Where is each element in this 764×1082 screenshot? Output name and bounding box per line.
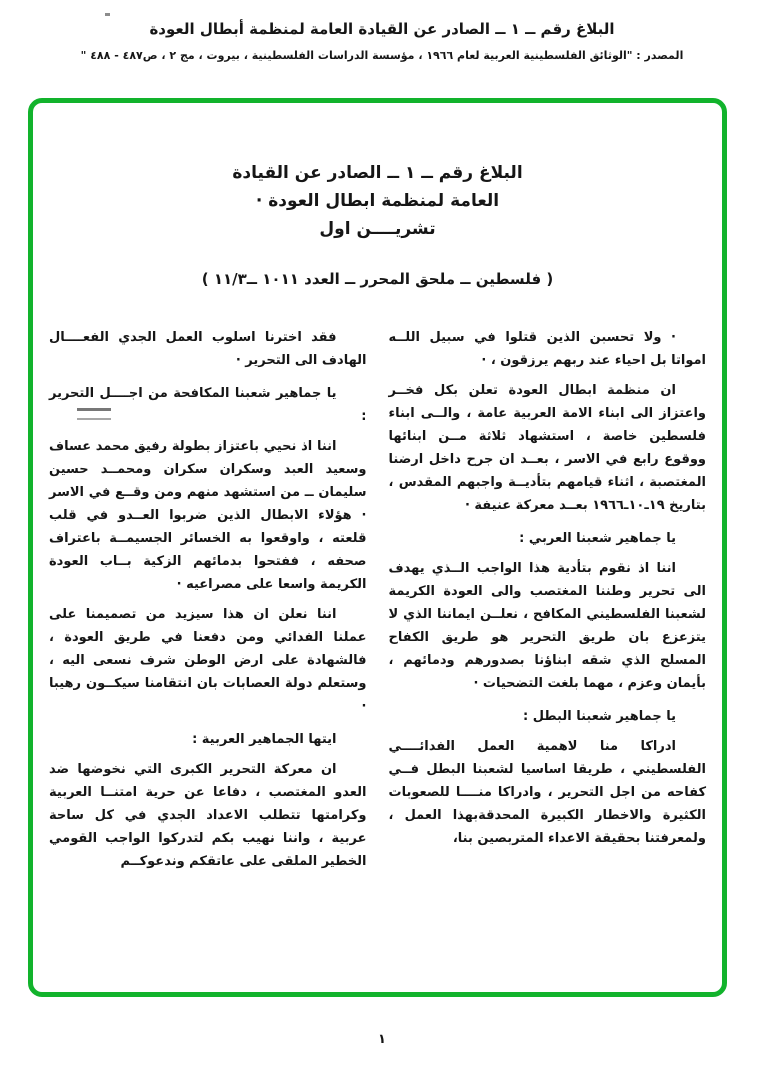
text-columns bbox=[49, 326, 706, 880]
bulletin-title-line-1: البلاغ رقم ــ ١ ــ الصادر عن القيادة bbox=[232, 163, 523, 183]
paragraph: اننا اذ نقوم بتأدية هذا الواجب الــذي يهدف الى تحرير وطننا المغتصب والى العودة الكريمة لشعبنا الفلسطيني المكافح ، نعلــن ايماننا الذي لا يتزعزع بان طريق التحرير هو طريق الكفاح المسلح الذي شقه ابناؤنا بصدورهم ودمائهم ، بأيمان وعزم ، مهما بلغت التضحيات · bbox=[388, 561, 706, 691]
paragraph: ان معركة التحرير الكبرى التي نخوضها ضد العدو المغتصب ، دفاعا عن حرية امتنــا العربية وكرامتها تتطلب الاعداد الجدي في كل ساحة عربية ، واننا نهيب بكم لتدركوا الواجب القومي الخطير الملقى على عاتقكم وندعوكــم bbox=[49, 762, 367, 869]
bulletin-title bbox=[33, 159, 722, 243]
document-header bbox=[0, 0, 764, 62]
bulletin-title-line-3: تشريــــن اول bbox=[319, 219, 436, 239]
page-number: ١ bbox=[378, 1032, 386, 1047]
section-heading: يا جماهير شعبنا المكافحة من اجــــل التحرير : bbox=[49, 386, 367, 424]
paragraph-announcement: ان منظمة ابطال العودة تعلن بكل فخــر واعتزاز الى ابناء الامة العربية عامة ، والــى ابناء فلسطين خاصة ، استشهاد ثلاثة مــن ابنائها ووقوع رابع في الاسر ، بعــد ان جرح داخل ارضنا المغتصبة ، اثناء قيامهم بتأديــة واجبهم المقدس ، بتاريخ ١٩ـ١٠ـ١٩٦٦ بعــد معركة عنيفة · bbox=[388, 383, 706, 513]
ink-smudge bbox=[77, 408, 111, 420]
header-title: البلاغ رقم ــ ١ ــ الصادر عن القيادة العامة لمنظمة أبطال العودة bbox=[149, 20, 615, 38]
paragraph-martyrs-names: اننا اذ نحيي باعتزاز بطولة رفيق محمد عساف وسعيد العبد وسكران سكران ومحمــد حسين سليمان ــ من استشهد منهم ومن وقــع في الاسر · هؤلاء الابطال الذين ضربوا العــدو في قلب قلعته ، واوقعوا به الخسائر الجسيمــة باعتراف صحفه ، ففتحوا بدمائهم الزكية بــاب العودة الكريمة واسعا على مصراعيه · bbox=[49, 439, 367, 592]
paragraph-quran-verse: · ولا تحسبن الذين قتلوا في سبيل اللــه امواتا بل احياء عند ربهم يرزقون ، · bbox=[388, 330, 706, 368]
scan-speck bbox=[105, 13, 110, 16]
column-right bbox=[389, 326, 707, 857]
paragraph: ادراكا منا لاهمية العمل الفدائــــي الفلسطيني ، طريقا اساسيا لشعبنا البطل فــي كفاحه من اجل التحرير ، وادراكا منــــا للصعوبات الكثيرة والاخطار الكبيرة المحدقةبهذا العمل ، ولمعرفتنا بحقيقة الاعداء المتربصين بنا، bbox=[388, 739, 706, 846]
paragraph: اننا نعلن ان هذا سيزيد من تصميمنا على عملنا الفدائي ومن دفعنا في طريق العودة ، فالشهادة على ارض الوطن شرف نسعى اليه ، وستعلم دولة العصابات بان انتقامنا سيكــون رهيبا · bbox=[49, 607, 367, 714]
section-heading: يا جماهير شعبنا العربي : bbox=[519, 531, 676, 546]
green-frame bbox=[28, 98, 727, 997]
section-heading: يا جماهير شعبنا البطل : bbox=[523, 709, 676, 724]
section-heading: ايتها الجماهير العربية : bbox=[192, 732, 337, 747]
publication-reference: ( فلسطين ــ ملحق المحرر ــ العدد ١٠١١ ــ١١/٣ ) bbox=[201, 270, 554, 288]
bulletin-title-line-2: العامة لمنظمة ابطال العودة · bbox=[255, 191, 500, 211]
paragraph: فقد اخترنا اسلوب العمل الجدي الفعــــال الهادف الى التحرير · bbox=[49, 330, 367, 368]
header-source-line: المصدر : "الوثائق الفلسطينية العربية لعام ١٩٦٦ ، مؤسسة الدراسات الفلسطينية ، بيروت ، مج ٢ ، ص٤٨٧ - ٤٨٨ " bbox=[80, 49, 684, 62]
